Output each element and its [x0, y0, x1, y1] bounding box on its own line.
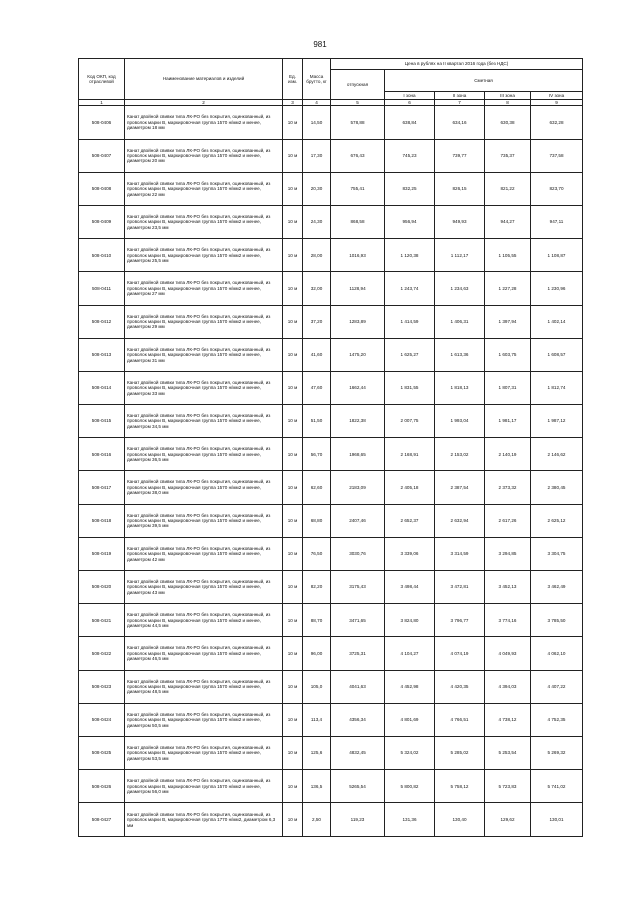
cell-mass: 76,50 [303, 537, 331, 570]
cell-release-price: 1016,93 [331, 239, 385, 272]
header-zone-1: I зона [385, 92, 435, 100]
table-header [79, 59, 583, 106]
table-row [79, 371, 583, 404]
cell-zone-3-price: 5 253,54 [485, 736, 531, 769]
cell-zone-4-price: 130,01 [531, 803, 583, 837]
cell-zone-1-price: 2 168,91 [385, 438, 435, 471]
cell-release-price: 4832,45 [331, 736, 385, 769]
cell-code: 508-0417 [79, 471, 125, 504]
cell-zone-1-price: 4 801,69 [385, 703, 435, 736]
column-number: 3 [283, 100, 303, 106]
cell-zone-4-price: 737,58 [531, 139, 583, 172]
cell-unit: 10 м [283, 504, 303, 537]
cell-release-price: 1475,20 [331, 338, 385, 371]
cell-code: 508-0419 [79, 537, 125, 570]
cell-code: 508-0416 [79, 438, 125, 471]
table-row [79, 438, 583, 471]
cell-zone-2-price: 1 818,13 [435, 371, 485, 404]
cell-name: Канат двойной свивки типа ЛК-РО без покрытия, оцинкованный, из проволок марки В, маркировочная группа 1570 н/мм2 и менее, диаметром 33 мм [125, 371, 283, 404]
cell-zone-1-price: 2 652,37 [385, 504, 435, 537]
cell-name: Канат двойной свивки типа ЛК-РО без покрытия, оцинкованный, из проволок марки В, маркировочная группа 1570 н/мм2 и менее, диаметром 31 мм [125, 338, 283, 371]
cell-unit: 10 м [283, 371, 303, 404]
column-number: 7 [435, 100, 485, 106]
cell-zone-3-price: 630,38 [485, 106, 531, 139]
cell-zone-2-price: 4 766,51 [435, 703, 485, 736]
cell-release-price: 4356,34 [331, 703, 385, 736]
cell-zone-4-price: 5 269,32 [531, 736, 583, 769]
cell-name: Канат двойной свивки типа ЛК-РО без покрытия, оцинкованный, из проволок марки В, маркировочная группа 1570 н/мм2 и менее, диаметром 36,5 мм [125, 438, 283, 471]
cell-code: 508-0414 [79, 371, 125, 404]
cell-zone-4-price: 4 062,10 [531, 637, 583, 670]
cell-name: Канат двойной свивки типа ЛК-РО без покрытия, оцинкованный, из проволок марки В, маркировочная группа 1570 н/мм2 и менее, диаметром 34,5 мм [125, 405, 283, 438]
cell-unit: 10 м [283, 305, 303, 338]
table-row [79, 736, 583, 769]
cell-release-price: 1128,94 [331, 272, 385, 305]
cell-zone-4-price: 3 462,49 [531, 571, 583, 604]
cell-code: 508-0409 [79, 205, 125, 238]
cell-zone-1-price: 3 824,80 [385, 604, 435, 637]
cell-zone-3-price: 129,62 [485, 803, 531, 837]
column-number: 2 [125, 100, 283, 106]
cell-zone-4-price: 1 812,74 [531, 371, 583, 404]
cell-zone-1-price: 1 414,59 [385, 305, 435, 338]
cell-zone-1-price: 131,36 [385, 803, 435, 837]
cell-release-price: 1283,89 [331, 305, 385, 338]
cell-zone-1-price: 4 452,98 [385, 670, 435, 703]
cell-name: Канат двойной свивки типа ЛК-РО без покрытия, оцинкованный, из проволок марки В, маркировочная группа 1570 н/мм2 и менее, диаметром 53,5 мм [125, 736, 283, 769]
cell-name: Канат двойной свивки типа ЛК-РО без покрытия, оцинкованный, из проволок марки В, маркировочная группа 1570 н/мм2 и менее, диаметром 46,5 мм [125, 637, 283, 670]
cell-mass: 14,50 [303, 106, 331, 139]
cell-mass: 125,6 [303, 736, 331, 769]
cell-zone-2-price: 130,40 [435, 803, 485, 837]
header-name: Наименование материалов и изделий [125, 59, 283, 100]
cell-zone-2-price: 2 387,54 [435, 471, 485, 504]
cell-name: Канат двойной свивки типа ЛК-РО без покрытия, оцинкованный, из проволок марки В, маркировочная группа 1570 н/мм2 и менее, диаметром 50,5 мм [125, 703, 283, 736]
cell-code: 508-0408 [79, 172, 125, 205]
cell-name: Канат двойной свивки типа ЛК-РО без покрытия, оцинкованный, из проволок марки В, маркировочная группа 1570 н/мм2 и менее, диаметром 18 мм [125, 106, 283, 139]
header-zone-4: IV зона [531, 92, 583, 100]
cell-name: Канат двойной свивки типа ЛК-РО без покрытия, оцинкованный, из проволок марки В, маркировочная группа 1570 н/мм2 и менее, диаметром 39,5 мм [125, 504, 283, 537]
cell-unit: 10 м [283, 803, 303, 837]
cell-zone-2-price: 634,16 [435, 106, 485, 139]
cell-zone-2-price: 3 472,81 [435, 571, 485, 604]
cell-zone-4-price: 632,28 [531, 106, 583, 139]
cell-mass: 88,70 [303, 604, 331, 637]
cell-zone-3-price: 1 105,55 [485, 239, 531, 272]
table-row [79, 504, 583, 537]
cell-zone-2-price: 1 993,04 [435, 405, 485, 438]
cell-zone-3-price: 2 617,26 [485, 504, 531, 537]
cell-release-price: 4041,63 [331, 670, 385, 703]
cell-unit: 10 м [283, 571, 303, 604]
cell-release-price: 3471,65 [331, 604, 385, 637]
cell-zone-2-price: 739,77 [435, 139, 485, 172]
cell-zone-4-price: 1 230,96 [531, 272, 583, 305]
cell-name: Канат двойной свивки типа ЛК-РО без покрытия, оцинкованный, из проволок марки В, маркировочная группа 1570 н/мм2 и менее, диаметром 20 мм [125, 139, 283, 172]
table-row [79, 106, 583, 139]
cell-mass: 68,80 [303, 504, 331, 537]
cell-zone-1-price: 2 007,75 [385, 405, 435, 438]
cell-zone-1-price: 1 243,74 [385, 272, 435, 305]
table-row [79, 637, 583, 670]
cell-zone-3-price: 3 774,16 [485, 604, 531, 637]
cell-name: Канат двойной свивки типа ЛК-РО без покрытия, оцинкованный, из проволок марки В, маркировочная группа 1570 н/мм2 и менее, диаметром 48,5 мм [125, 670, 283, 703]
cell-unit: 10 м [283, 405, 303, 438]
cell-zone-4-price: 947,11 [531, 205, 583, 238]
cell-zone-3-price: 735,37 [485, 139, 531, 172]
cell-name: Канат двойной свивки типа ЛК-РО без покрытия, оцинкованный, из проволок марки В, маркировочная группа 1570 н/мм2 и менее, диаметром 27 мм [125, 272, 283, 305]
cell-zone-4-price: 2 625,12 [531, 504, 583, 537]
cell-name: Канат двойной свивки типа ЛК-РО без покрытия, оцинкованный, из проволок марки В, маркировочная группа 1770 н/мм2, диаметром 6,3 мм [125, 803, 283, 837]
table-row [79, 172, 583, 205]
cell-zone-3-price: 1 807,31 [485, 371, 531, 404]
cell-unit: 10 м [283, 272, 303, 305]
cell-zone-3-price: 2 373,32 [485, 471, 531, 504]
cell-unit: 10 м [283, 670, 303, 703]
header-mass: Масса брутто, кг [303, 59, 331, 100]
header-release: отпускная [331, 70, 385, 100]
table-row [79, 205, 583, 238]
cell-mass: 47,60 [303, 371, 331, 404]
cell-mass: 20,30 [303, 172, 331, 205]
cell-zone-4-price: 2 380,45 [531, 471, 583, 504]
table-row [79, 670, 583, 703]
cell-unit: 10 м [283, 537, 303, 570]
cell-zone-2-price: 2 153,02 [435, 438, 485, 471]
column-number: 1 [79, 100, 125, 106]
cell-release-price: 1968,65 [331, 438, 385, 471]
cell-release-price: 868,58 [331, 205, 385, 238]
cell-zone-1-price: 1 625,27 [385, 338, 435, 371]
table-row [79, 305, 583, 338]
cell-zone-4-price: 4 407,22 [531, 670, 583, 703]
cell-code: 508-0406 [79, 106, 125, 139]
table-row [79, 770, 583, 803]
cell-unit: 10 м [283, 139, 303, 172]
price-table [78, 58, 583, 837]
cell-zone-2-price: 5 758,12 [435, 770, 485, 803]
cell-name: Канат двойной свивки типа ЛК-РО без покрытия, оцинкованный, из проволок марки В, маркировочная группа 1570 н/мм2 и менее, диаметром 44,5 мм [125, 604, 283, 637]
cell-mass: 32,00 [303, 272, 331, 305]
cell-code: 508-0410 [79, 239, 125, 272]
cell-release-price: 5265,54 [331, 770, 385, 803]
table-row [79, 803, 583, 837]
cell-unit: 10 м [283, 703, 303, 736]
cell-code: 508-0418 [79, 504, 125, 537]
cell-zone-1-price: 5 324,02 [385, 736, 435, 769]
cell-zone-1-price: 4 104,27 [385, 637, 435, 670]
cell-zone-3-price: 1 397,94 [485, 305, 531, 338]
cell-zone-3-price: 5 723,83 [485, 770, 531, 803]
cell-zone-3-price: 2 140,19 [485, 438, 531, 471]
cell-zone-3-price: 1 227,28 [485, 272, 531, 305]
cell-mass: 136,5 [303, 770, 331, 803]
column-number: 4 [303, 100, 331, 106]
column-number: 5 [331, 100, 385, 106]
cell-unit: 10 м [283, 106, 303, 139]
header-code: Код ОКП, код отраслевой [79, 59, 125, 100]
cell-zone-1-price: 1 120,38 [385, 239, 435, 272]
cell-name: Канат двойной свивки типа ЛК-РО без покрытия, оцинкованный, из проволок марки В, маркировочная группа 1570 н/мм2 и менее, диаметром 38,0 мм [125, 471, 283, 504]
cell-code: 508-0422 [79, 637, 125, 670]
header-estimate: Сметная [385, 70, 583, 92]
cell-unit: 10 м [283, 438, 303, 471]
cell-release-price: 1662,44 [331, 371, 385, 404]
cell-zone-3-price: 944,27 [485, 205, 531, 238]
table-row [79, 471, 583, 504]
cell-zone-2-price: 3 314,59 [435, 537, 485, 570]
table-row [79, 571, 583, 604]
cell-zone-2-price: 3 796,77 [435, 604, 485, 637]
cell-unit: 10 м [283, 637, 303, 670]
table-row [79, 139, 583, 172]
column-number: 8 [485, 100, 531, 106]
cell-zone-1-price: 3 339,06 [385, 537, 435, 570]
cell-release-price: 676,43 [331, 139, 385, 172]
cell-release-price: 2183,09 [331, 471, 385, 504]
cell-zone-2-price: 1 112,17 [435, 239, 485, 272]
cell-zone-3-price: 4 049,93 [485, 637, 531, 670]
cell-zone-4-price: 823,70 [531, 172, 583, 205]
header-zone-3: III зона [485, 92, 531, 100]
cell-release-price: 755,41 [331, 172, 385, 205]
cell-zone-2-price: 1 406,31 [435, 305, 485, 338]
cell-name: Канат двойной свивки типа ЛК-РО без покрытия, оцинкованный, из проволок марки В, маркировочная группа 1570 н/мм2 и менее, диаметром 42 мм [125, 537, 283, 570]
cell-code: 508-0423 [79, 670, 125, 703]
cell-zone-2-price: 4 420,35 [435, 670, 485, 703]
cell-zone-3-price: 3 294,85 [485, 537, 531, 570]
cell-zone-4-price: 5 741,02 [531, 770, 583, 803]
cell-zone-1-price: 745,23 [385, 139, 435, 172]
cell-name: Канат двойной свивки типа ЛК-РО без покрытия, оцинкованный, из проволок марки В, маркировочная группа 1570 н/мм2 и менее, диаметром 23,5 мм [125, 205, 283, 238]
header-zone-2: II зона [435, 92, 485, 100]
cell-unit: 10 м [283, 239, 303, 272]
cell-mass: 41,60 [303, 338, 331, 371]
cell-name: Канат двойной свивки типа ЛК-РО без покрытия, оцинкованный, из проволок марки В, маркировочная группа 1570 н/мм2 и менее, диаметром 56,0 мм [125, 770, 283, 803]
header-price-group: Цена в рублях на II квартал 2016 года (без НДС) [331, 59, 583, 70]
cell-zone-1-price: 5 800,82 [385, 770, 435, 803]
cell-mass: 51,50 [303, 405, 331, 438]
cell-mass: 28,00 [303, 239, 331, 272]
cell-mass: 113,4 [303, 703, 331, 736]
table-row [79, 338, 583, 371]
table-row [79, 405, 583, 438]
cell-zone-2-price: 826,15 [435, 172, 485, 205]
cell-zone-3-price: 4 394,03 [485, 670, 531, 703]
cell-zone-3-price: 1 603,75 [485, 338, 531, 371]
cell-mass: 62,60 [303, 471, 331, 504]
table-row [79, 272, 583, 305]
cell-name: Канат двойной свивки типа ЛК-РО без покрытия, оцинкованный, из проволок марки В, маркировочная группа 1570 н/мм2 и менее, диаметром 25,5 мм [125, 239, 283, 272]
column-number: 6 [385, 100, 435, 106]
cell-zone-2-price: 949,93 [435, 205, 485, 238]
cell-zone-4-price: 4 752,35 [531, 703, 583, 736]
cell-zone-4-price: 2 146,62 [531, 438, 583, 471]
cell-zone-3-price: 1 981,17 [485, 405, 531, 438]
cell-zone-2-price: 4 074,19 [435, 637, 485, 670]
cell-code: 508-0424 [79, 703, 125, 736]
page-number: 981 [313, 40, 327, 49]
cell-zone-2-price: 1 613,36 [435, 338, 485, 371]
cell-name: Канат двойной свивки типа ЛК-РО без покрытия, оцинкованный, из проволок марки В, маркировочная группа 1570 н/мм2 и менее, диаметром 43 мм [125, 571, 283, 604]
cell-zone-3-price: 4 738,12 [485, 703, 531, 736]
table-row [79, 703, 583, 736]
table-body [79, 106, 583, 837]
cell-mass: 17,30 [303, 139, 331, 172]
cell-zone-1-price: 638,84 [385, 106, 435, 139]
cell-mass: 105,0 [303, 670, 331, 703]
column-number: 9 [531, 100, 583, 106]
cell-zone-4-price: 1 402,14 [531, 305, 583, 338]
cell-code: 508-0420 [79, 571, 125, 604]
cell-mass: 2,50 [303, 803, 331, 837]
cell-unit: 10 м [283, 205, 303, 238]
cell-mass: 24,30 [303, 205, 331, 238]
cell-zone-1-price: 3 498,44 [385, 571, 435, 604]
cell-release-price: 2407,46 [331, 504, 385, 537]
header-unit: Ед. изм. [283, 59, 303, 100]
cell-zone-1-price: 1 831,55 [385, 371, 435, 404]
cell-code: 508-0421 [79, 604, 125, 637]
cell-code: 508-0427 [79, 803, 125, 837]
cell-zone-2-price: 2 632,94 [435, 504, 485, 537]
cell-mass: 96,00 [303, 637, 331, 670]
cell-unit: 10 м [283, 471, 303, 504]
cell-release-price: 3725,31 [331, 637, 385, 670]
cell-release-price: 3175,43 [331, 571, 385, 604]
cell-zone-4-price: 3 304,75 [531, 537, 583, 570]
cell-zone-1-price: 2 405,18 [385, 471, 435, 504]
cell-zone-3-price: 3 452,13 [485, 571, 531, 604]
cell-zone-1-price: 832,25 [385, 172, 435, 205]
cell-code: 508-0413 [79, 338, 125, 371]
cell-code: 508-0425 [79, 736, 125, 769]
cell-release-price: 119,23 [331, 803, 385, 837]
cell-code: 508-0407 [79, 139, 125, 172]
cell-code: 508-0426 [79, 770, 125, 803]
cell-zone-4-price: 1 108,87 [531, 239, 583, 272]
cell-unit: 10 м [283, 338, 303, 371]
cell-zone-3-price: 821,22 [485, 172, 531, 205]
cell-unit: 10 м [283, 736, 303, 769]
cell-release-price: 1822,38 [331, 405, 385, 438]
cell-zone-2-price: 1 234,63 [435, 272, 485, 305]
cell-mass: 37,20 [303, 305, 331, 338]
table-row [79, 537, 583, 570]
cell-unit: 10 м [283, 172, 303, 205]
table-row [79, 239, 583, 272]
cell-zone-4-price: 1 608,57 [531, 338, 583, 371]
table-row [79, 604, 583, 637]
cell-name: Канат двойной свивки типа ЛК-РО без покрытия, оцинкованный, из проволок марки В, маркировочная группа 1570 н/мм2 и менее, диаметром 29 мм [125, 305, 283, 338]
cell-unit: 10 м [283, 604, 303, 637]
cell-code: 508-0412 [79, 305, 125, 338]
cell-zone-4-price: 1 987,12 [531, 405, 583, 438]
cell-unit: 10 м [283, 770, 303, 803]
cell-release-price: 3030,76 [331, 537, 385, 570]
cell-zone-4-price: 3 785,50 [531, 604, 583, 637]
cell-code: 508-0411 [79, 272, 125, 305]
cell-zone-1-price: 956,94 [385, 205, 435, 238]
cell-name: Канат двойной свивки типа ЛК-РО без покрытия, оцинкованный, из проволок марки В, маркировочная группа 1570 н/мм2 и менее, диаметром 22 мм [125, 172, 283, 205]
cell-code: 508-0415 [79, 405, 125, 438]
cell-zone-2-price: 5 285,02 [435, 736, 485, 769]
cell-release-price: 578,88 [331, 106, 385, 139]
cell-mass: 56,70 [303, 438, 331, 471]
cell-mass: 82,20 [303, 571, 331, 604]
